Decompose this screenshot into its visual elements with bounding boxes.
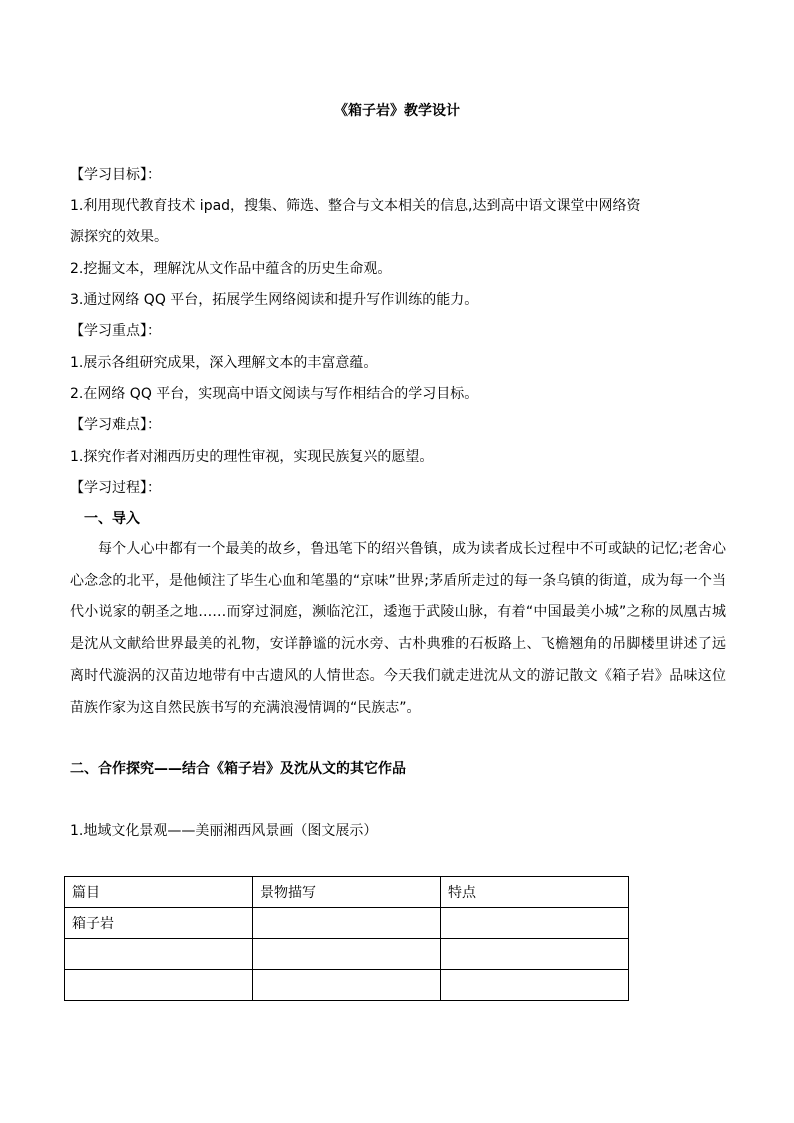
table-row (65, 908, 629, 939)
table-cell (441, 939, 629, 970)
table-header-row (65, 877, 629, 908)
table-row (65, 939, 629, 970)
process-heading: 【学习过程】： (70, 480, 161, 496)
section-2-heading: 二、合作探究——结合《箱子岩》及沈从文的其它作品 (70, 761, 406, 777)
table-cell (441, 970, 629, 1001)
difficulty-1: 1.探究作者对湘西历史的理性审视，实现民族复兴的愿望。 (70, 449, 434, 465)
intro-paragraph: 每个人心中都有一个最美的故乡，鲁迅笔下的绍兴鲁镇，成为读者成长过程中不可或缺的记忆;老舍心心念念的北平，是他倾注了毕生心血和笔墨的“京味”世界;茅盾所走过的每一条乌镇的街道，成为每一个当代小说家的朝圣之地……而穿过洞庭，濒临沱江，逶迤于武陵山脉，有着“中国最美小城”之称的凤凰古城是沈从文献给世界最美的礼物，安详静谧的沅水旁、古朴典雅的石板路上、飞檐翘角的吊脚楼里讲述了远离时代漩涡的汉苗边地带有中古遗风的人情世态。今天我们就走进沈从文的游记散文《箱子岩》品味这位苗族作家为这自然民族书写的充满浪漫情调的“民族志”。 (70, 541, 726, 716)
subsection-1-heading: 1.地域文化景观——美丽湘西风景画（图文展示） (70, 823, 378, 839)
table-header-cell: 景物描写 (253, 877, 441, 908)
table-header-cell: 特点 (441, 877, 629, 908)
table-cell (441, 908, 629, 939)
difficulty-heading: 【学习难点】： (70, 417, 161, 433)
section-1-heading: 一、导入 (84, 511, 140, 527)
key-point-2: 2.在网络 QQ 平台，实现高中语文阅读与写作相结合的学习目标。 (70, 386, 479, 402)
table-cell (253, 939, 441, 970)
key-point-1: 1.展示各组研究成果，深入理解文本的丰富意蕴。 (70, 355, 378, 371)
table-header-cell: 篇目 (65, 877, 253, 908)
goal-3: 3.通过网络 QQ 平台，拓展学生网络阅读和提升写作训练的能力。 (70, 292, 479, 308)
table-cell: 箱子岩 (65, 908, 253, 939)
document-title: 《箱子岩》教学设计 (334, 103, 460, 119)
table-cell (65, 939, 253, 970)
table-cell (253, 908, 441, 939)
landscape-table (64, 876, 629, 1001)
table-cell (253, 970, 441, 1001)
goals-heading: 【学习目标】： (70, 167, 161, 183)
goal-1-line-2: 源探究的效果。 (70, 229, 168, 245)
key-points-heading: 【学习重点】： (70, 323, 161, 339)
table-row (65, 970, 629, 1001)
table-cell (65, 970, 253, 1001)
goal-2: 2.挖掘文本，理解沈从文作品中蕴含的历史生命观。 (70, 261, 392, 277)
goal-1-line-1: 1.利用现代教育技术 ipad，搜集、筛选、整合与文本相关的信息,达到高中语文课堂中网络资 (70, 198, 641, 214)
